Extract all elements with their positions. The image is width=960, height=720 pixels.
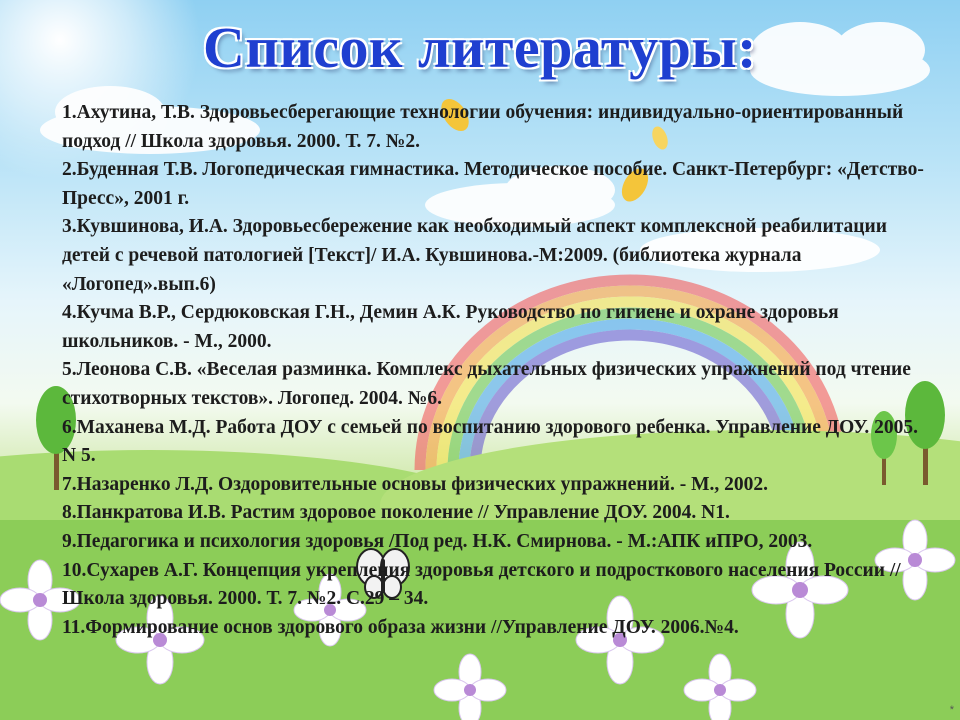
reference-item: 3.Кувшинова, И.А. Здоровьесбережение как необходимый аспект комплексной реабилитации детей с речевой патологией [Текст]/ И.А. Кувшинова.-М:2009. (библиотека журнала «Логопед».вып.6) (62, 216, 888, 295)
page-title: Список литературы: (203, 15, 757, 80)
reference-item: 4.Кучма В.Р., Сердюковская Г.Н., Демин А.К. Руководство по гигиене и охране здоровья школьников. - М., 2000. (62, 302, 839, 352)
reference-item: 1.Ахутина, Т.В. Здоровьесберегающие технологии обучения: индивидуально-ориентированный подход // Школа здоровья. 2000. Т. 7. №2. (62, 102, 904, 152)
reference-item: 11.Формирование основ здорового образа жизни //Управление ДОУ. 2006.№4. (62, 616, 739, 638)
reference-item: 6.Маханева М.Д. Работа ДОУ с семьей по воспитанию здорового ребенка. Управление ДОУ. 2005. N 5. (62, 416, 918, 467)
reference-item: 9.Педагогика и психология здоровья /Под ред. Н.К. Смирнова. - М.:АПК иПРО, 2003. (62, 530, 813, 552)
reference-item: 2.Буденная Т.В. Логопедическая гимнастика. Методическое пособие. Санкт-Петербург: «Детство-Пресс», 2001 г. (62, 159, 924, 209)
reference-item: 7.Назаренко Л.Д. Оздоровительные основы физических упражнений. - М., 2002. (62, 473, 768, 495)
watermark: * (949, 704, 954, 716)
reference-list (62, 99, 932, 642)
reference-item: 8.Панкратова И.В. Растим здоровое поколение // Управление ДОУ. 2004. N1. (62, 502, 730, 524)
reference-item: 5.Леонова С.В. «Веселая разминка. Комплекс дыхательных физических упражнений под чтение стихотворных текстов». Логопед. 2004. №6. (62, 359, 911, 409)
reference-item: 10.Сухарев А.Г. Концепция укрепления здоровья детского и подросткового населения России // Школа здоровья. 2000. Т. 7. №2. С.29 – 34. (62, 559, 901, 610)
